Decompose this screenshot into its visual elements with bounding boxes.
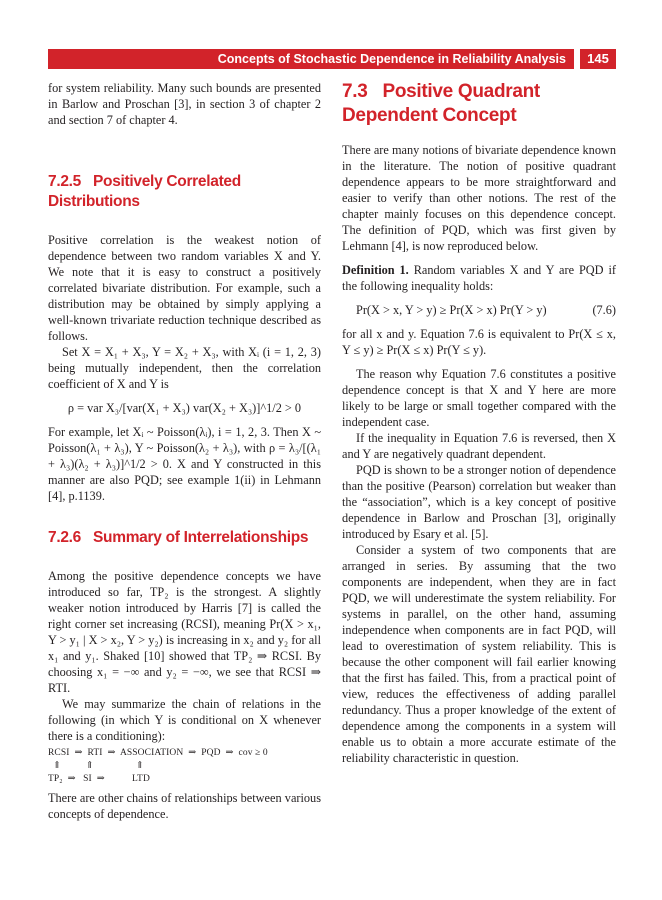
right-column	[342, 80, 616, 766]
relations-chain	[48, 747, 321, 786]
paragraph: Consider a system of two components that are arranged in series. By assuming that the two components are independent, when they are in fact PQD, we will underestimate the system reliability. For systems in parallel, on the other hand, assuming independence when components are in fact PQD, will lead to overestimation of system reliability. This is because the other component will fail earlier knowing that the first has failed. This, from a practical point of view, reduces the effectiveness of adding parallel redundancy. Thus a proper knowledge of the extent of dependence among the components in a system will enable us to obtain a more accurate estimate of the reliability characteristic in question.	[342, 543, 616, 765]
intro-paragraph: for system reliability. Many such bounds are presented in Barlow and Proschan [3], in section 3 of chapter 2 and section 7 of chapter 4.	[48, 81, 321, 127]
paragraph: for all x and y. Equation 7.6 is equivalent to Pr(X ≤ x, Y ≤ y) ≥ Pr(X ≤ x) Pr(Y ≤ y).	[342, 327, 616, 357]
paragraph: We may summarize the chain of relations in the following (in which Y is conditional on X whenever there is a conditioning):	[48, 697, 321, 743]
section-title-line1: Positive Quadrant	[382, 81, 540, 102]
section-title: Summary of Interrelationships	[93, 529, 309, 546]
paragraph: Among the positive dependence concepts we have introduced so far, TP₂ is the strongest. A slightly weaker notion introduced by Harris [7] is called the right corner set increasing (RCSI), meaning Pr(X > x₁, Y > y₁ | X > x₂, Y > y₂) is increasing in x₂ and y₂ for all x₁ and y₁. Shaked [10] showed that TP₂ ⇒ RCSI. By choosing x₁ = −∞ and y₂ = −∞, we see that RCSI ⇒ RTI.	[48, 569, 321, 695]
running-header	[48, 49, 574, 69]
chain-row: TP₂ ⇒ SI ⇒ LTD	[48, 774, 150, 784]
equation-7-6	[342, 302, 616, 318]
paragraph: Set X = X₁ + X₃, Y = X₂ + X₃, with Xᵢ (i = 1, 2, 3) being mutually independent, then the correlation coefficient of X and Y is	[48, 345, 321, 391]
section-7-3-heading	[342, 80, 616, 128]
paragraph: There are other chains of relationships between various concepts of dependence.	[48, 791, 321, 821]
section-7-2-5-heading	[48, 172, 321, 212]
left-column	[48, 80, 321, 822]
definition-1	[342, 262, 616, 294]
chain-row: RCSI ⇒ RTI ⇒ ASSOCIATION ⇒ PQD ⇒ cov ≥ 0	[48, 748, 268, 758]
paragraph: For example, let Xᵢ ~ Poisson(λᵢ), i = 1, 2, 3. Then X ~ Poisson(λ₁ + λ₃), Y ~ Poisson(λ₂ + λ₃), with ρ = λ₃/[(λ₁ + λ₃)(λ₂ + λ₃)]^1/2 > 0. X and Y constructed in this manner are also PQD; see example 1(ii) in Lehmann [4], p.1139.	[48, 425, 321, 503]
paragraph: Positive correlation is the weakest notion of dependence between two random variables X and Y. We note that it is easy to construct a positively correlated bivariate distribution. For example, such a distribution may be obtained by simply applying a well-known trivariate reduction technique described as follows.	[48, 233, 321, 343]
section-title-line2: Dependent Concept	[342, 105, 517, 126]
equation-rho: ρ = var X₃/[var(X₁ + X₃) var(X₂ + X₃)]^1/2 > 0	[67, 401, 302, 415]
paragraph: There are many notions of bivariate dependence known in the literature. The notion of positive quadrant dependence appears to be more straightforward and easier to verify than other notions. The rest of the chapter mainly focuses on this dependence concept. The definition of PQD, which was first given by Lehmann [4], is now reproduced below.	[342, 143, 616, 253]
section-title-line1: Positively Correlated	[93, 173, 241, 190]
section-7-2-6-heading	[48, 528, 321, 548]
section-number: 7.2.5	[48, 173, 81, 190]
paragraph: If the inequality in Equation 7.6 is reversed, then X and Y are negatively quadrant dependent.	[342, 431, 616, 461]
definition-label: Definition 1.	[342, 263, 409, 277]
equation-body: Pr(X > x, Y > y) ≥ Pr(X > x) Pr(Y > y)	[356, 303, 547, 317]
section-number: 7.3	[342, 81, 368, 102]
running-title: Concepts of Stochastic Dependence in Reliability Analysis	[217, 52, 566, 66]
chain-row: ⇑ ⇑ ⇑	[48, 761, 144, 771]
paragraph: The reason why Equation 7.6 constitutes a positive dependence concept is that X and Y here are more likely to be large or small together compared with the independent case.	[342, 367, 616, 429]
paragraph: PQD is shown to be a stronger notion of dependence than the positive (Pearson) correlation but weaker than the “association”, which is a key concept of positive dependence in Barlow and Proschan [3], originally introduced by Esary et al. [5].	[342, 463, 616, 541]
section-title-line2: Distributions	[48, 193, 140, 210]
definition-text: Random variables X and Y are PQD if the following inequality holds:	[342, 263, 616, 293]
page-number: 145	[580, 49, 616, 69]
equation-tag: (7.6)	[592, 303, 616, 317]
section-number: 7.2.6	[48, 529, 81, 546]
